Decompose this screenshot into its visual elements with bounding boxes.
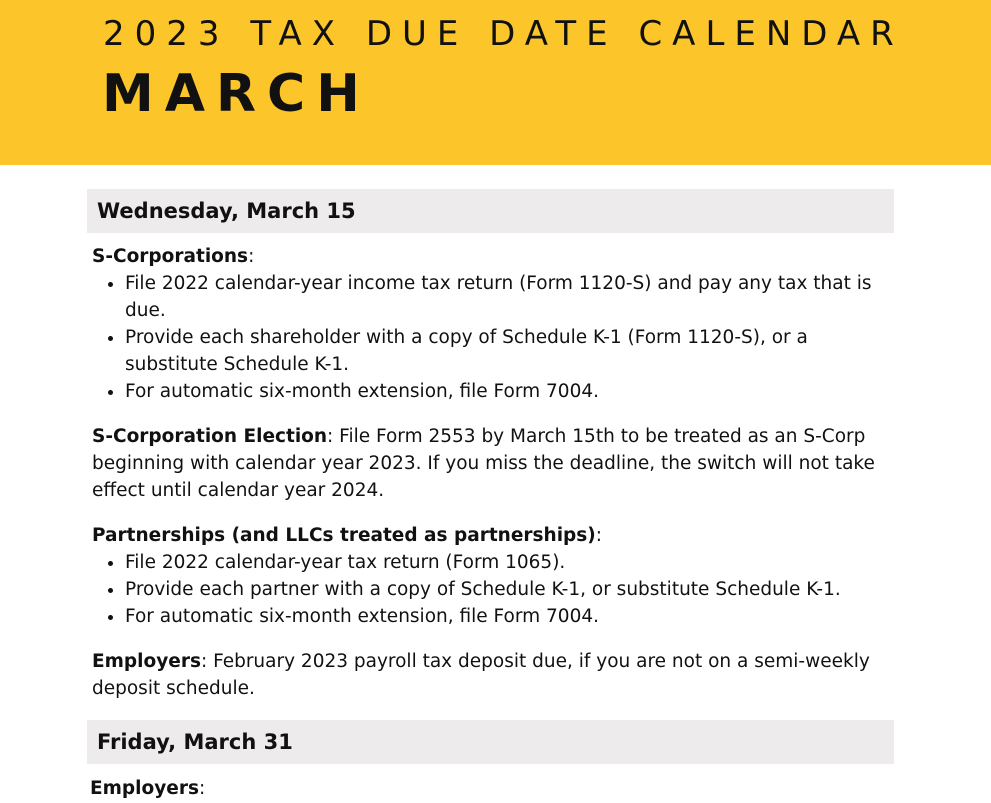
employers-paragraph (92, 648, 894, 702)
header-banner (0, 0, 991, 165)
partnerships-list (92, 549, 894, 630)
s-corporations-label: S-Corporations (92, 246, 249, 267)
employers-text: : February 2023 payroll tax deposit due, if you are not on a semi-weekly deposit schedule. (92, 651, 870, 699)
employers-label-march-31: Employers (90, 778, 199, 799)
list-item: • File 2022 calendar-year tax return (Form 1065). (125, 549, 894, 576)
s-corporations-colon: : (248, 246, 255, 267)
partnerships-label: Partnerships (and LLCs treated as partnerships) (92, 525, 596, 546)
list-item: • For automatic six-month extension, file Form 7004. (125, 603, 894, 630)
s-corp-election-text: : File Form 2553 by March 15th to be treated as an S-Corp beginning with calendar year 2023. If you miss the deadline, the switch will not take effect until calendar year 2024. (92, 426, 875, 501)
s-corporations-heading (92, 243, 894, 270)
section-march-31 (87, 775, 894, 802)
list-item: • Provide each partner with a copy of Schedule K-1, or substitute Schedule K-1. (125, 576, 894, 603)
s-corporations-list (92, 270, 894, 405)
list-item: • File 2022 calendar-year income tax return (Form 1120-S) and pay any tax that is due. (125, 270, 894, 324)
calendar-kicker: 2023 TAX DUE DATE CALENDAR (103, 14, 904, 54)
s-corp-election-paragraph (92, 423, 894, 504)
section-march-15 (87, 243, 894, 702)
partnerships-colon: : (595, 525, 602, 546)
calendar-content (87, 189, 894, 802)
date-heading-march-15: Wednesday, March 15 (87, 189, 894, 233)
month-title: MARCH (102, 64, 371, 124)
s-corp-election-label: S-Corporation Election (92, 426, 328, 447)
employers-colon-march-31: : (198, 778, 206, 799)
list-item: • Provide each shareholder with a copy of Schedule K-1 (Form 1120-S), or a substitute Schedule K-1. (125, 324, 894, 378)
list-item: • For automatic six-month extension, file Form 7004. (125, 378, 894, 405)
partnerships-heading (92, 522, 894, 549)
date-heading-march-31: Friday, March 31 (87, 720, 894, 764)
employers-label: Employers (92, 651, 201, 672)
